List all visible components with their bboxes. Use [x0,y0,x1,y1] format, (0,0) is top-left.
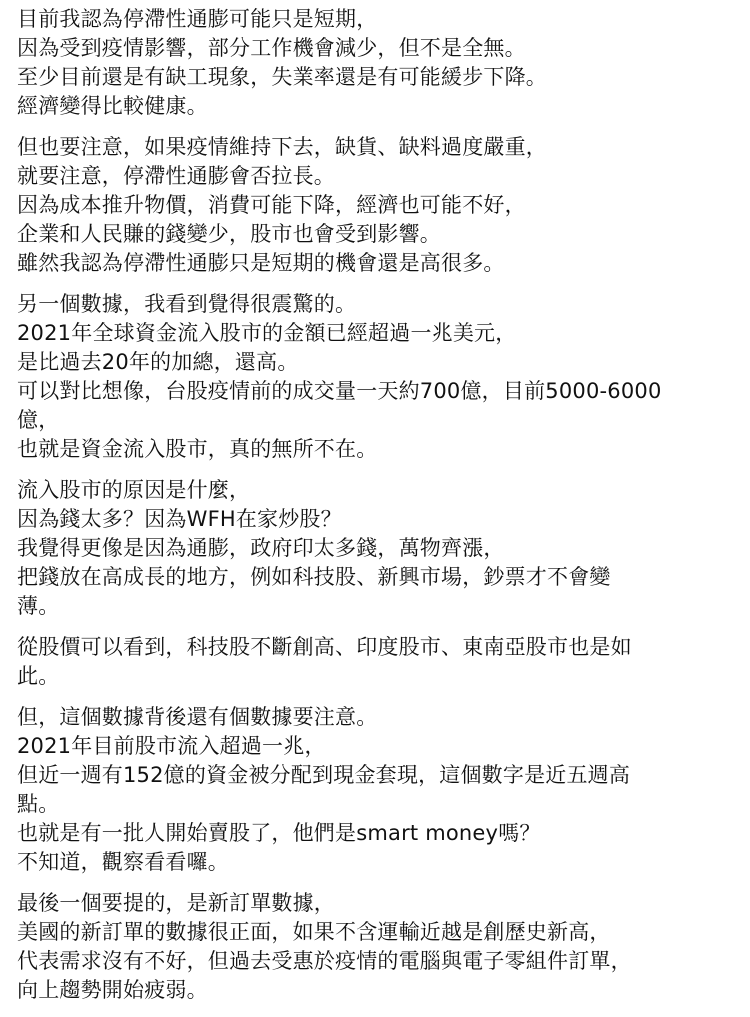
text-line: 但也要注意，如果疫情維持下去，缺貨、缺料過度嚴重， [17,135,547,159]
text-line: 從股價可以看到，科技股不斷創高、印度股市、東南亞股市也是如 [17,635,632,659]
text-line: 至少目前還是有缺工現象，失業率還是有可能緩步下降。 [17,65,547,89]
text-line: 流入股市的原因是什麼， [17,478,251,502]
text-line: 但近一週有152億的資金被分配到現金套現，這個數字是近五週高 [17,763,631,787]
text-line: 因為成本推升物價，消費可能下降，經濟也可能不好， [17,193,526,217]
text-line: 薄。 [17,594,60,618]
text-line: 2021年目前股市流入超過一兆， [17,734,326,758]
paragraph-stagflation-outlook [17,5,742,121]
text-line: 是比過去20年的加總，還高。 [17,350,299,374]
text-line: 也就是資金流入股市，真的無所不在。 [17,437,378,461]
paragraph-stock-highs [17,633,742,691]
text-line: 企業和人民賺的錢變少，股市也會受到影響。 [17,222,441,246]
text-line: 另一個數據，我看到覺得很震驚的。 [17,292,357,316]
text-line: 我覺得更像是因為通膨，政府印太多錢，萬物齊漲， [17,536,505,560]
paragraph-new-orders [17,889,742,1005]
text-line: 因為受到疫情影響，部分工作機會減少，但不是全無。 [17,36,526,60]
text-line: 因為錢太多？因為WFH在家炒股？ [17,507,342,531]
paragraph-fund-inflow [17,290,742,464]
text-line: 目前我認為停滯性通膨可能只是短期， [17,7,378,31]
paragraph-cash-out [17,703,742,877]
text-line: 把錢放在高成長的地方，例如科技股、新興市場，鈔票才不會變 [17,565,611,589]
text-line: 經濟變得比較健康。 [17,94,208,118]
text-line: 點。 [17,792,60,816]
post-body [17,5,742,1017]
text-line: 代表需求沒有不好，但過去受惠於疫情的電腦與電子零組件訂單， [17,949,632,973]
text-line: 此。 [17,664,60,688]
text-line: 2021年全球資金流入股市的金額已經超過一兆美元， [17,321,517,345]
text-line: 美國的新訂單的數據很正面，如果不含運輸近越是創歷史新高， [17,920,611,944]
text-line: 但，這個數據背後還有個數據要注意。 [17,705,378,729]
text-line: 可以對比想像，台股疫情前的成交量一天約700億，目前5000-6000 [17,379,662,403]
text-line: 也就是有一批人開始賣股了，他們是smart money嗎？ [17,821,541,845]
text-line: 向上趨勢開始疲弱。 [17,978,208,1002]
text-line: 就要注意，停滯性通膨會否拉長。 [17,164,335,188]
paragraph-stagflation-risk [17,133,742,278]
text-line: 不知道，觀察看看囉。 [17,850,229,874]
paragraph-inflow-reasons [17,476,742,621]
text-line: 億， [17,408,60,432]
text-line: 雖然我認為停滯性通膨只是短期的機會還是高很多。 [17,251,505,275]
text-line: 最後一個要提的，是新訂單數據， [17,891,335,915]
